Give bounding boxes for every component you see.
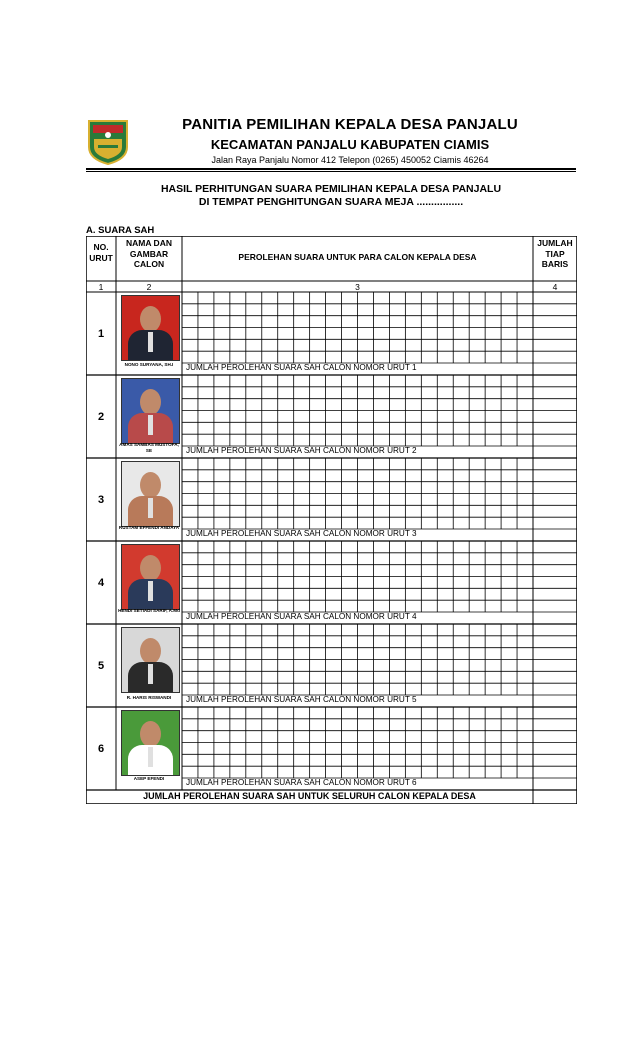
candidate-total-label: JUMLAH PEROLEHAN SUARA SAH CALON NOMOR URUT 3 — [186, 529, 417, 538]
candidate-photo — [121, 295, 180, 361]
header-jumlah — [533, 238, 577, 270]
header-no-urut-line2: URUT — [89, 252, 113, 263]
header-no-urut — [86, 242, 116, 263]
photo-face — [140, 555, 161, 581]
candidate-number: 2 — [97, 411, 105, 423]
document-title-line2: DI TEMPAT PENGHITUNGAN SUARA MEJA ................ — [198, 196, 464, 208]
candidate-photo — [121, 378, 180, 444]
candidate-total-label: JUMLAH PEROLEHAN SUARA SAH CALON NOMOR URUT 6 — [186, 778, 417, 787]
header-no-urut-line1: NO. — [93, 242, 109, 252]
column-number-4: 4 — [552, 282, 558, 292]
candidate-name: NONO SURYANA, SH.I — [124, 362, 174, 367]
photo-face — [140, 472, 161, 498]
photo-collar — [148, 332, 153, 352]
header-perolehan: PEROLEHAN SUARA UNTUK PARA CALON KEPALA DESA — [238, 252, 477, 262]
header-jumlah-line2: TIAP — [545, 248, 565, 259]
column-number-2: 2 — [146, 282, 152, 292]
candidate-photo — [121, 544, 180, 610]
photo-face — [140, 638, 161, 664]
candidate-photo — [121, 710, 180, 776]
candidate-number: 3 — [97, 494, 105, 506]
photo-collar — [148, 664, 153, 684]
document-title — [86, 183, 576, 209]
candidate-photo — [121, 627, 180, 693]
candidate-name: HENDI SETIADI SARIF, A.Md — [118, 608, 180, 613]
header-address: Jalan Raya Panjalu Nomor 412 Telepon (0265) 450052 Ciamis 46264 — [211, 155, 489, 165]
candidate-number: 6 — [97, 743, 105, 755]
photo-collar — [148, 747, 153, 767]
header-title: PANITIA PEMILIHAN KEPALA DESA PANJALU — [182, 116, 518, 133]
candidate-number: 4 — [97, 577, 105, 589]
candidate-total-label: JUMLAH PEROLEHAN SUARA SAH CALON NOMOR URUT 2 — [186, 446, 417, 455]
photo-collar — [148, 498, 153, 518]
header-subtitle: KECAMATAN PANJALU KABUPATEN CIAMIS — [210, 137, 490, 152]
photo-collar — [148, 581, 153, 601]
header-nama — [116, 238, 182, 270]
header-nama-line2: GAMBAR — [129, 248, 169, 259]
candidate-total-label: JUMLAH PEROLEHAN SUARA SAH CALON NOMOR URUT 1 — [186, 363, 417, 372]
kabupaten-logo — [86, 117, 130, 165]
candidate-name: ASEP EFENDI — [133, 776, 165, 781]
header-jumlah-line3: BARIS — [541, 259, 569, 269]
candidate-name: R. HARIS RISWANDI — [126, 695, 172, 700]
photo-collar — [148, 415, 153, 435]
candidate-name: AMAS SAMBAS MUSTOFA, SE — [119, 442, 179, 453]
photo-face — [140, 306, 161, 332]
photo-face — [140, 721, 161, 747]
photo-face — [140, 389, 161, 415]
column-number-1: 1 — [98, 282, 104, 292]
column-number-3: 3 — [355, 282, 360, 292]
header-divider-thin — [86, 171, 576, 172]
header-nama-line1: NAMA DAN — [126, 238, 172, 248]
header-nama-line3: CALON — [133, 259, 165, 269]
candidate-number: 5 — [97, 660, 105, 672]
candidate-total-label: JUMLAH PEROLEHAN SUARA SAH CALON NOMOR URUT 4 — [186, 612, 417, 621]
vote-table — [86, 236, 577, 804]
candidate-photo — [121, 461, 180, 527]
grand-total-label: JUMLAH PEROLEHAN SUARA SAH UNTUK SELURUH CALON KEPALA DESA — [143, 791, 476, 801]
candidate-number: 1 — [97, 328, 105, 340]
header-jumlah-line1: JUMLAH — [537, 238, 573, 248]
document-title-line1: HASIL PERHITUNGAN SUARA PEMILIHAN KEPALA DESA PANJALU — [160, 183, 502, 195]
section-label: A. SUARA SAH — [86, 225, 155, 236]
candidate-total-label: JUMLAH PEROLEHAN SUARA SAH CALON NOMOR URUT 5 — [186, 695, 417, 704]
header-divider — [86, 168, 576, 170]
candidate-name: RUSTAM EFFENDI ANDAYA — [118, 525, 180, 530]
